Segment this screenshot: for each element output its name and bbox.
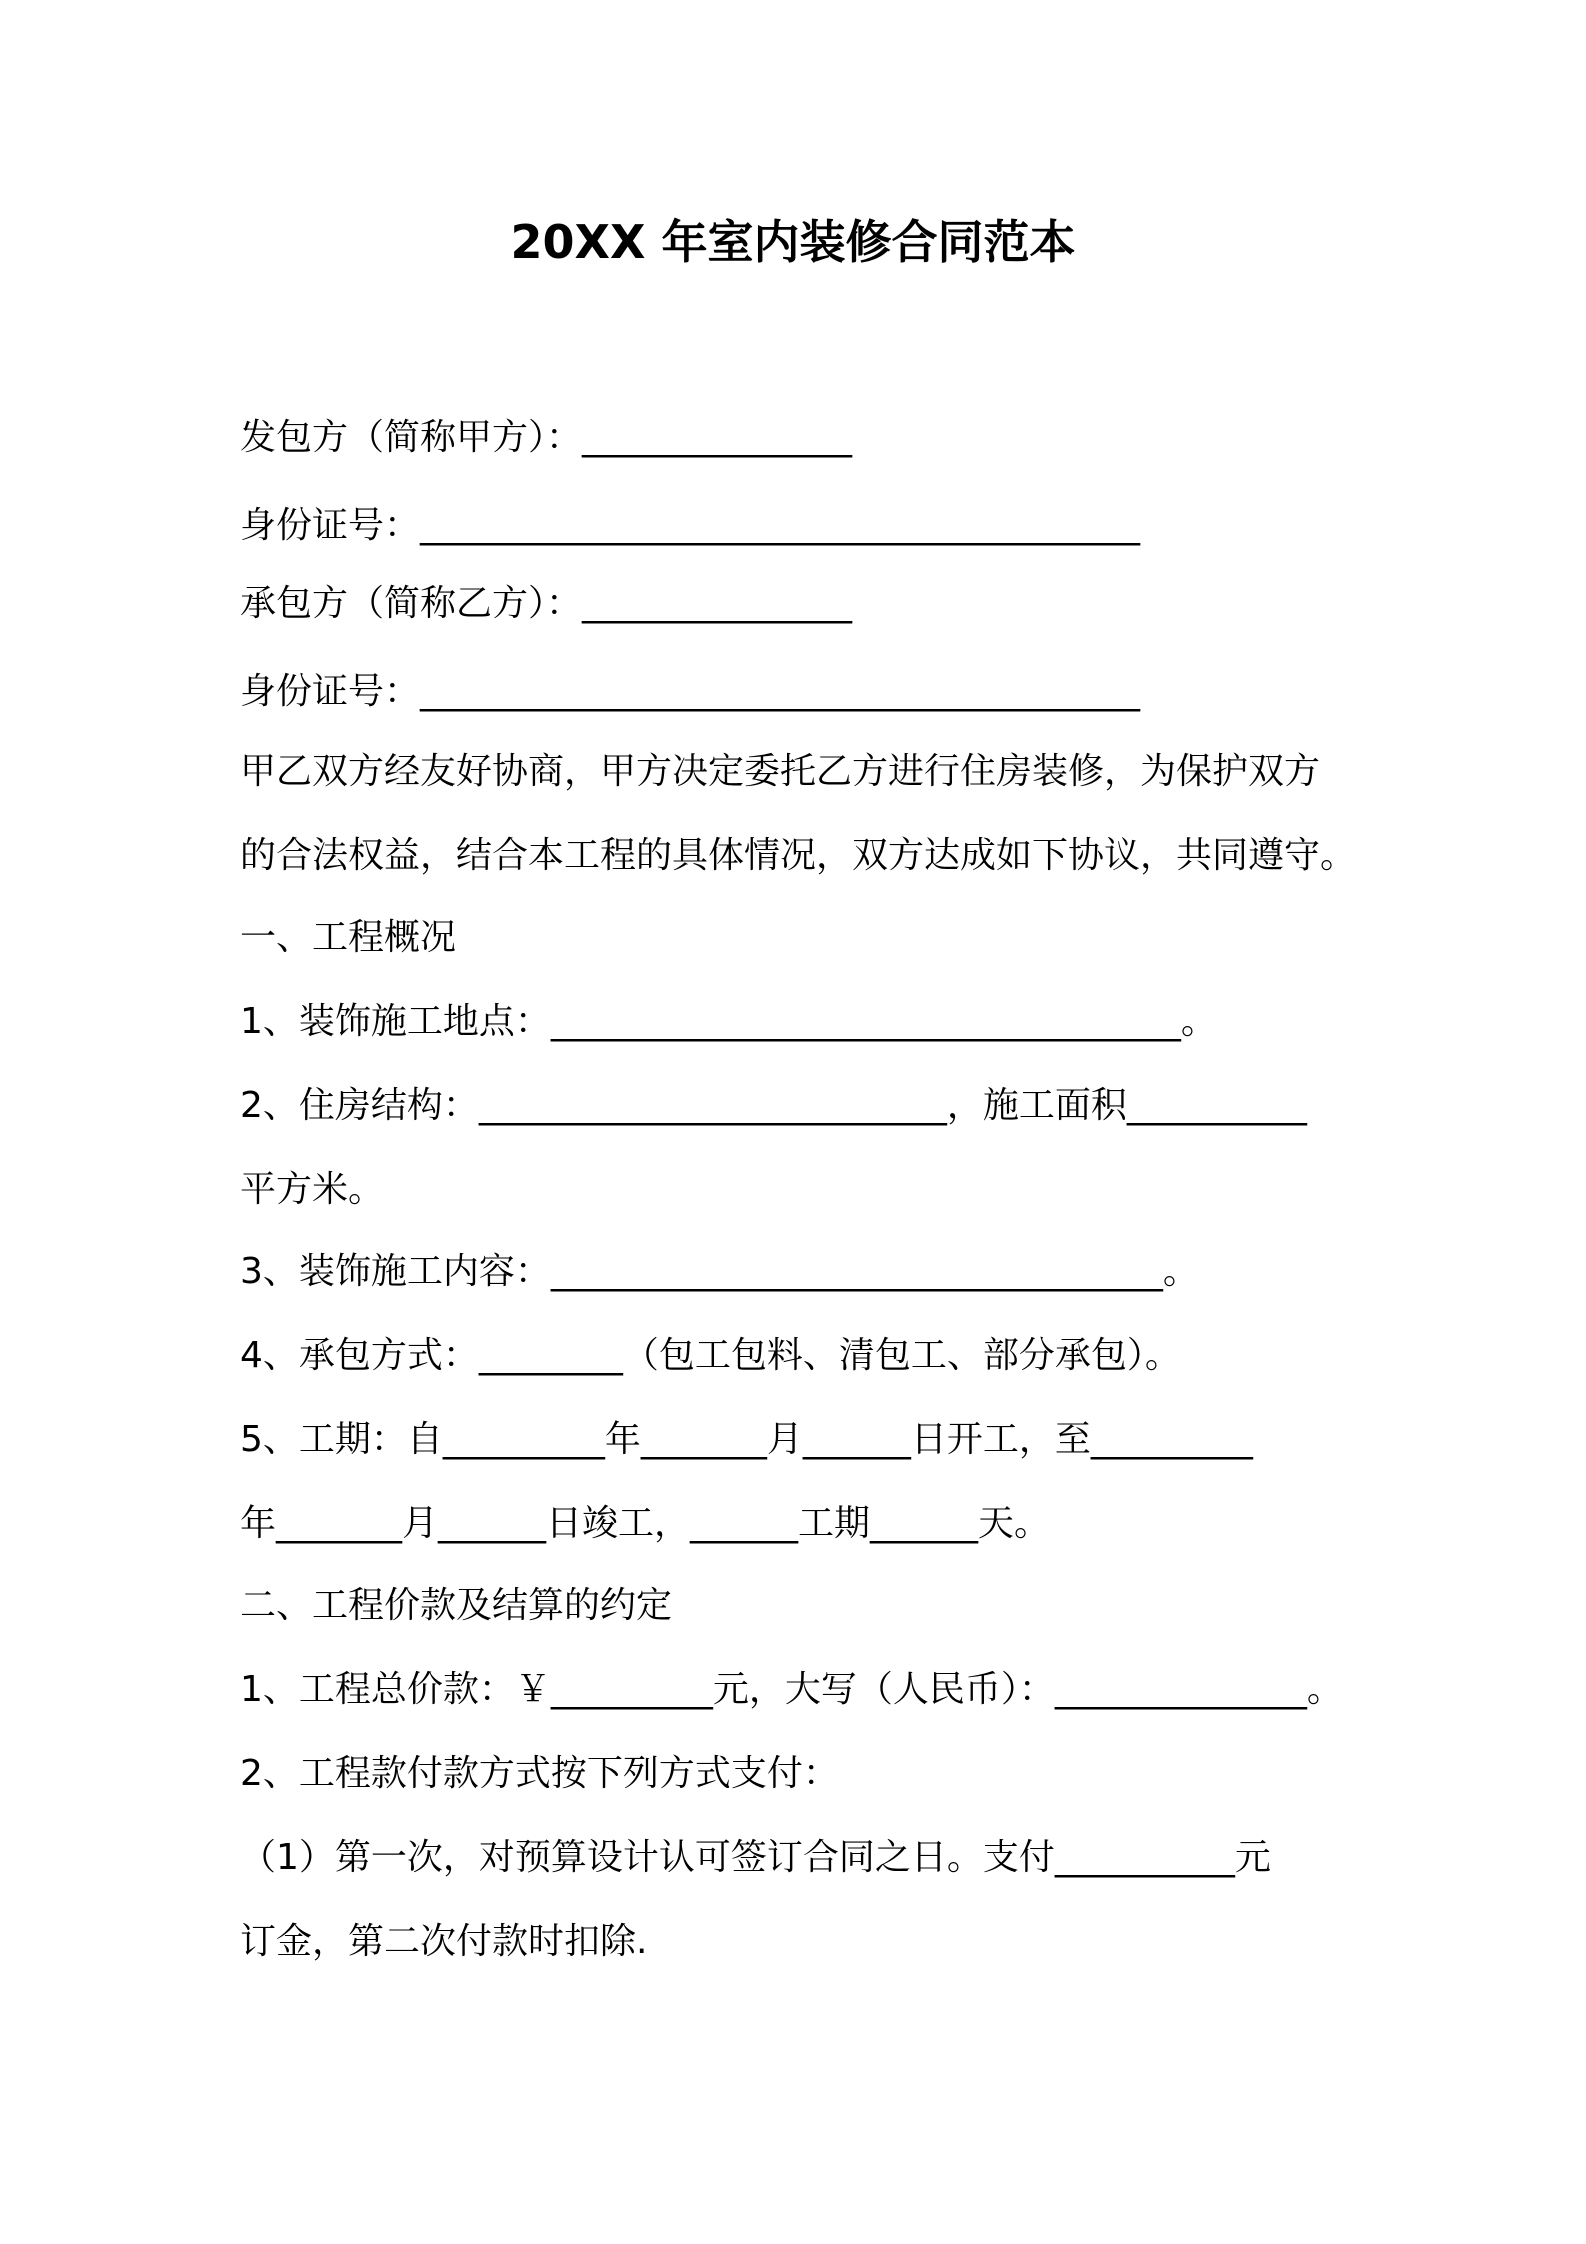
- clause-2-1: 1、工程总价款：￥_________元，大写（人民币）：______________。: [240, 1669, 1343, 1710]
- section-heading-1: 一、工程概况: [240, 917, 457, 958]
- clause-1-3: 3、装饰施工内容：__________________________________。: [240, 1251, 1199, 1292]
- clause-1-2-line-2: 平方米。: [240, 1169, 385, 1210]
- party-a-line: 发包方（简称甲方）：_______________: [240, 417, 853, 458]
- party-a-id-line: 身份证号：________________________________________: [240, 505, 1141, 546]
- section-heading-2: 二、工程价款及结算的约定: [240, 1585, 673, 1626]
- clause-1-5-line-1: 5、工期：自_________年_______月______日开工，至_________: [240, 1419, 1253, 1460]
- party-b-id-line: 身份证号：________________________________________: [240, 671, 1141, 712]
- clause-1-2-line-1: 2、住房结构：__________________________，施工面积__________: [240, 1085, 1307, 1126]
- clause-1-5-line-2: 年_______月______日竣工，______工期______天。: [240, 1503, 1051, 1544]
- clause-2-2: 2、工程款付款方式按下列方式支付：: [240, 1753, 839, 1794]
- clause-2-2-1-line-2: 订金，第二次付款时扣除.: [240, 1921, 648, 1962]
- document-title: 20XX 年室内装修合同范本: [510, 215, 1076, 269]
- clause-1-1: 1、装饰施工地点：___________________________________。: [240, 1001, 1217, 1042]
- party-b-line: 承包方（简称乙方）：_______________: [240, 583, 853, 624]
- intro-paragraph-line-1: 甲乙双方经友好协商，甲方决定委托乙方进行住房装修，为保护双方: [240, 751, 1321, 792]
- clause-2-2-1-line-1: （1）第一次，对预算设计认可签订合同之日。支付__________元: [240, 1837, 1271, 1878]
- clause-1-4: 4、承包方式：________（包工包料、清包工、部分承包）。: [240, 1335, 1181, 1376]
- intro-paragraph-line-2: 的合法权益，结合本工程的具体情况，双方达成如下协议，共同遵守。: [240, 835, 1357, 876]
